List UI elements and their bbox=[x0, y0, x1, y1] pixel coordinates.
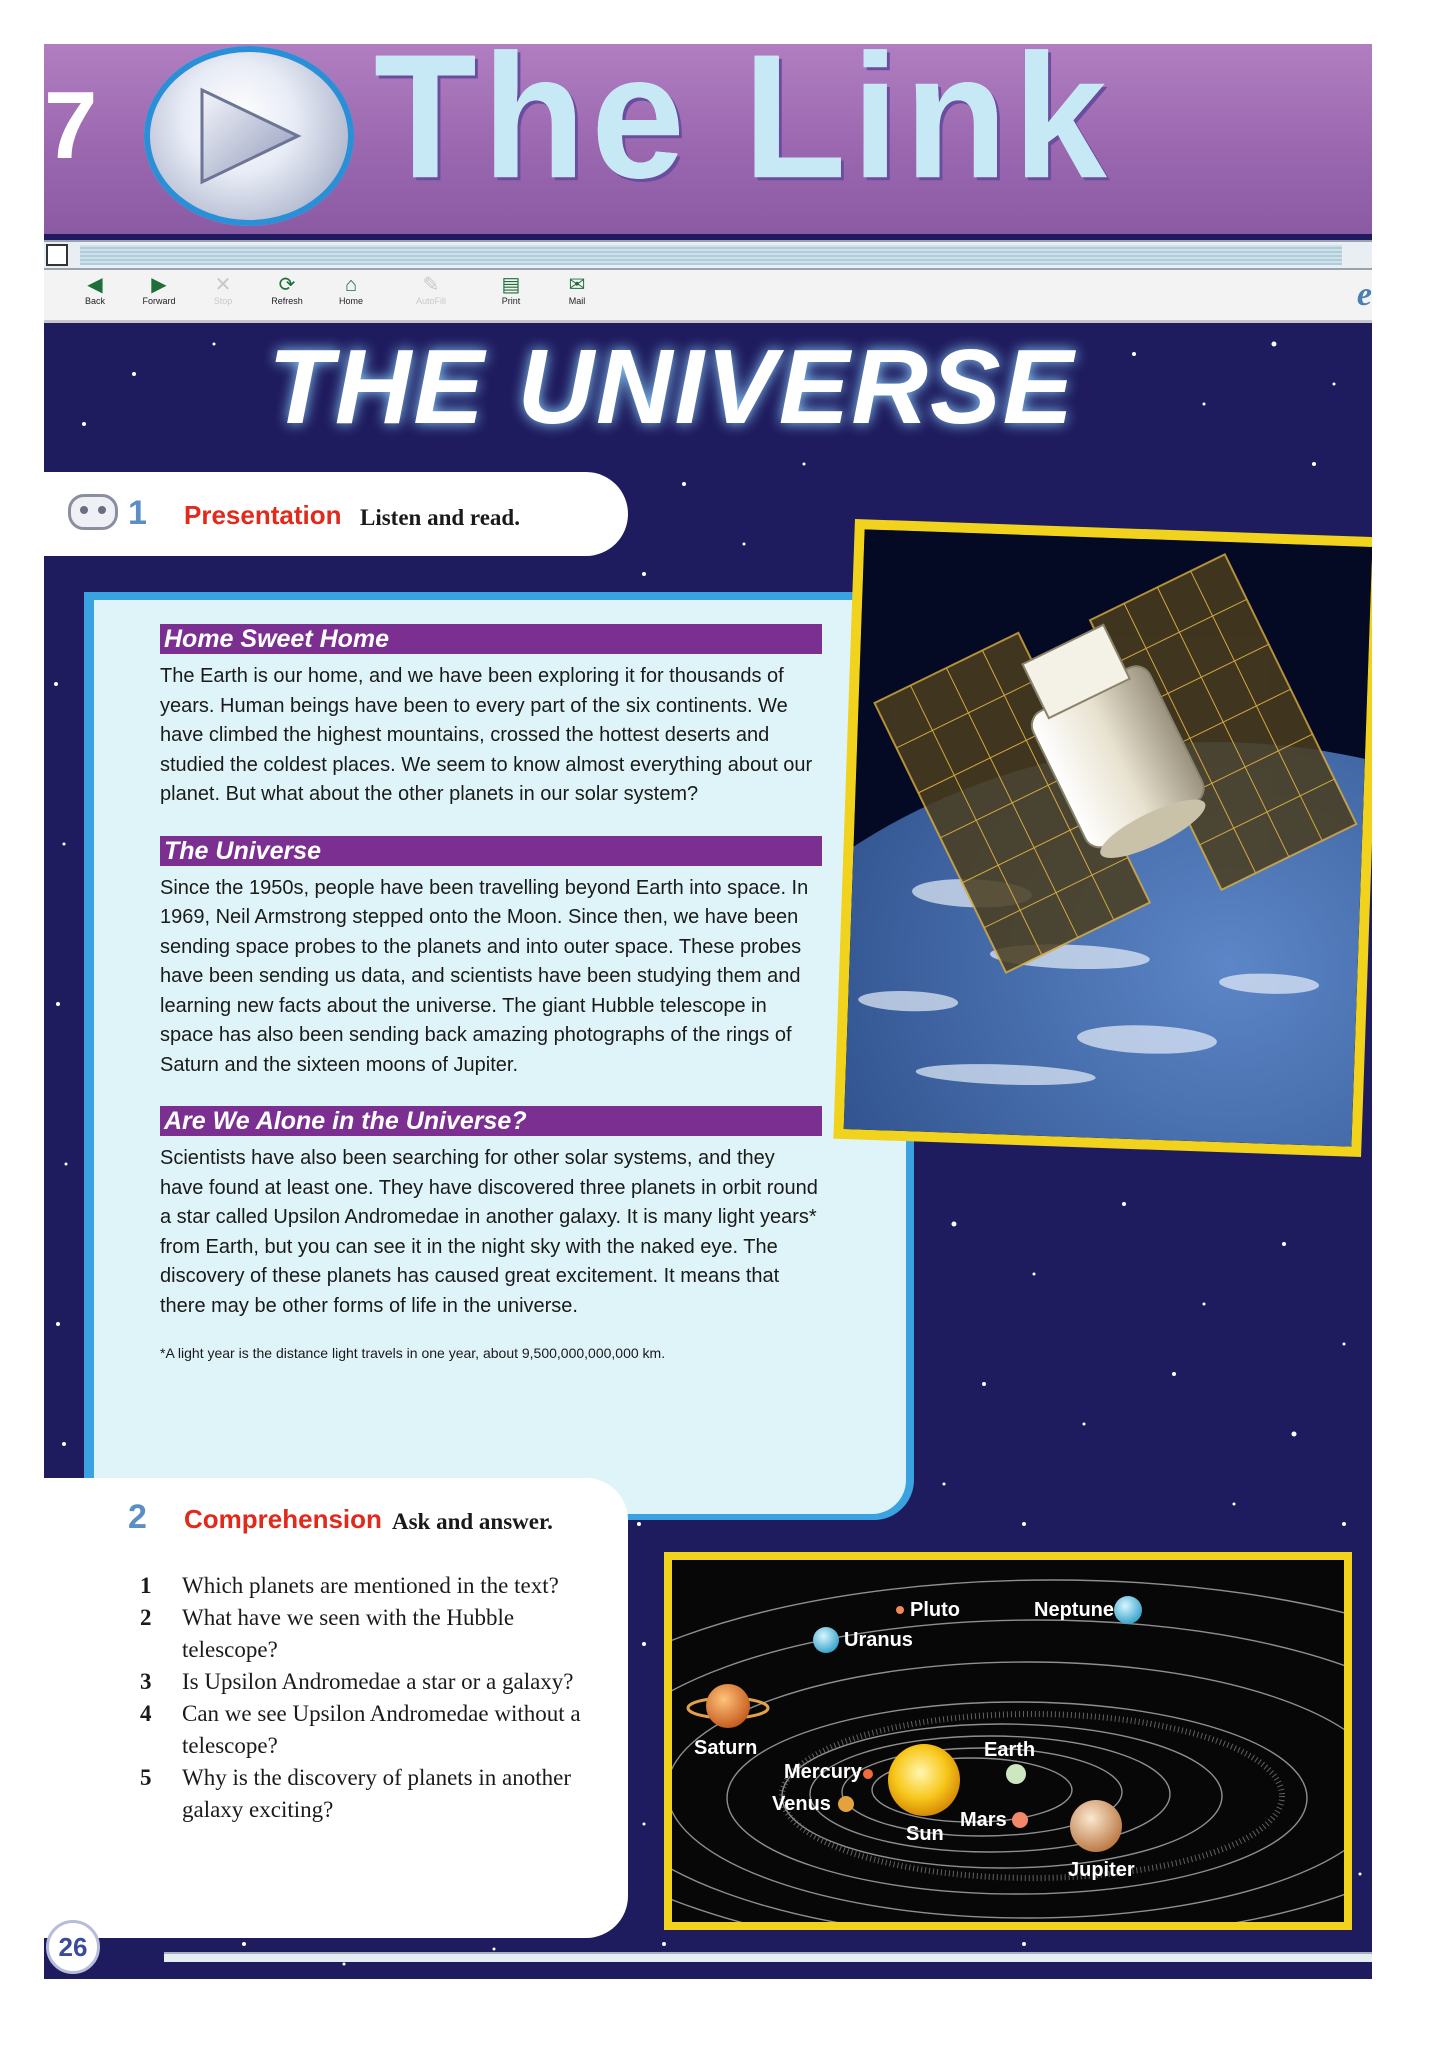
unit-title: The Link bbox=[374, 44, 1113, 215]
play-button-graphic bbox=[144, 46, 354, 226]
unit-header bbox=[44, 44, 1372, 234]
autofill-icon: ✎ bbox=[422, 274, 440, 296]
home-icon: ⌂ bbox=[344, 274, 358, 296]
paragraph: Since the 1950s, people have been travelling beyond Earth into space. In 1969, Neil Armstrong stepped onto the Moon. Since then, we have been sending space probes to the planets and into outer space. These probes have been sending us data, and scientists have been studying them and learning new facts about the universe. The giant Hubble telescope in space has also been sending back amazing photographs of the rings of Saturn and the sixteen moons of Jupiter. bbox=[160, 876, 809, 1076]
refresh-button: ⟳ Refresh bbox=[260, 274, 314, 306]
mail-icon: ✉ bbox=[568, 274, 586, 296]
section-number: 1 bbox=[128, 494, 147, 532]
label-neptune: Neptune bbox=[1034, 1599, 1114, 1621]
audio-cassette-icon bbox=[68, 494, 118, 530]
label-sun: Sun bbox=[906, 1823, 944, 1845]
close-box-icon bbox=[46, 244, 68, 266]
textbook-page bbox=[44, 44, 1372, 1979]
question-item: 3 Is Upsilon Andromedae a star or a galaxy? bbox=[140, 1669, 574, 1694]
hubble-photo-frame bbox=[833, 519, 1372, 1157]
browser-logo-icon: e bbox=[1356, 276, 1372, 313]
footnote: *A light year is the distance light travels in one year, about 9,500,000,000,000 km. bbox=[160, 1345, 666, 1361]
reading-text bbox=[160, 624, 822, 1361]
paragraph: The Earth is our home, and we have been exploring it for thousands of years. Human beings have been to every part of the six continents. We have climbed the highest mountains, crossed the hottest deserts and studied the coldest places. We seem to know almost everything about our planet. But what about the other planets in our solar system? bbox=[160, 665, 813, 805]
printer-icon: ▤ bbox=[501, 274, 521, 296]
section-instruction: Ask and answer. bbox=[392, 1509, 553, 1534]
forward-button: ▶ Forward bbox=[132, 274, 186, 306]
print-button: ▤ Print bbox=[484, 274, 538, 306]
section-instruction: Listen and read. bbox=[360, 505, 520, 530]
solar-system-frame bbox=[664, 1552, 1352, 1930]
refresh-icon: ⟳ bbox=[278, 274, 296, 296]
forward-arrow-icon: ▶ bbox=[151, 274, 167, 296]
question-item: 2 What have we seen with the Hubble telescope? bbox=[140, 1605, 515, 1662]
label-mercury: Mercury bbox=[784, 1761, 862, 1783]
question-item: 4 Can we see Upsilon Andromedae without a telescope? bbox=[140, 1701, 581, 1758]
home-button: ⌂ Home bbox=[324, 274, 378, 306]
label-pluto: Pluto bbox=[910, 1599, 960, 1621]
label-earth: Earth bbox=[984, 1739, 1036, 1761]
autofill-button: ✎ AutoFill bbox=[404, 274, 458, 306]
heading-the-universe: The Universe bbox=[160, 836, 822, 866]
question-item: 5 Why is the discovery of planets in another galaxy exciting? bbox=[140, 1765, 571, 1822]
play-icon bbox=[194, 86, 304, 186]
label-uranus: Uranus bbox=[844, 1629, 913, 1651]
label-jupiter: Jupiter bbox=[1068, 1859, 1135, 1881]
label-venus: Venus bbox=[772, 1793, 831, 1815]
bottom-bar bbox=[164, 1952, 1372, 1962]
unit-number: 7 bbox=[44, 72, 98, 179]
paragraph: Scientists have also been searching for other solar systems, and they have found at least one. They have discovered three planets in orbit round a star called Upsilon Andromedae in another galaxy. It is many light years* from Earth, but you can see it in the night sky with the naked eye. The discovery of these planets has caused great excitement. It means that there may be other forms of life in the universe. bbox=[160, 1147, 818, 1317]
section-1-header bbox=[44, 472, 628, 556]
stop-button: ✕ Stop bbox=[196, 274, 250, 306]
solar-system-diagram bbox=[672, 1560, 1344, 1922]
page-title: THE UNIVERSE bbox=[268, 328, 1076, 446]
browser-toolbar bbox=[44, 270, 1372, 323]
label-mars: Mars bbox=[960, 1809, 1007, 1831]
section-label: Presentation bbox=[184, 500, 342, 530]
page-number: 26 bbox=[46, 1920, 100, 1974]
back-button: ◀ Back bbox=[68, 274, 122, 306]
mail-button: ✉ Mail bbox=[550, 274, 604, 306]
stop-icon: ✕ bbox=[214, 274, 232, 296]
question-list bbox=[140, 1570, 610, 1826]
section-number: 2 bbox=[128, 1498, 147, 1536]
back-arrow-icon: ◀ bbox=[87, 274, 103, 296]
label-saturn: Saturn bbox=[694, 1737, 758, 1759]
section-label: Comprehension bbox=[184, 1504, 382, 1534]
browser-title-bar bbox=[44, 240, 1372, 270]
section-2-panel bbox=[44, 1478, 628, 1938]
hubble-telescope-photo bbox=[844, 529, 1372, 1146]
question-item: 1 Which planets are mentioned in the text? bbox=[140, 1573, 559, 1598]
heading-are-we-alone: Are We Alone in the Universe? bbox=[160, 1106, 822, 1136]
heading-home-sweet-home: Home Sweet Home bbox=[160, 624, 822, 654]
